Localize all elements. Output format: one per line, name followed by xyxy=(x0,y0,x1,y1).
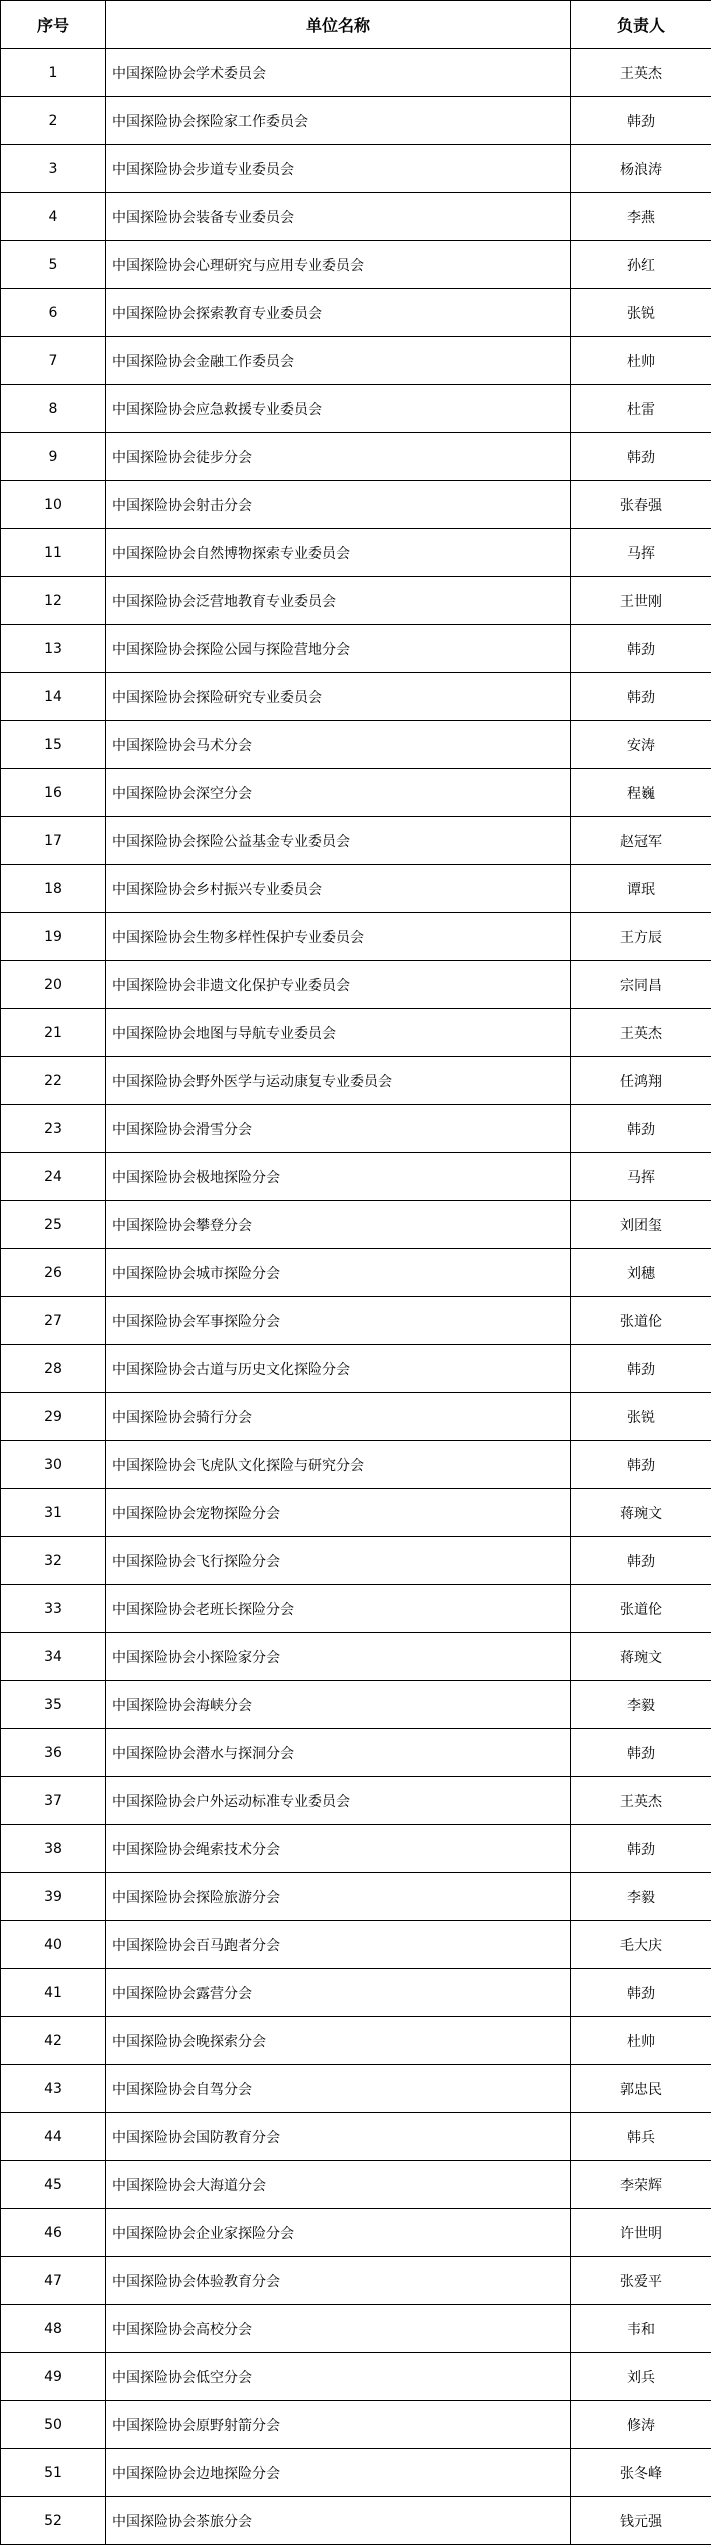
unit-name-cell: 中国探险协会军事探险分会 xyxy=(106,1297,571,1345)
person-in-charge-cell: 杨浪涛 xyxy=(571,145,711,193)
table-row xyxy=(1,1201,711,1249)
serial-number-cell: 33 xyxy=(1,1585,106,1633)
person-in-charge-cell: 张冬峰 xyxy=(571,2449,711,2497)
unit-name-cell: 中国探险协会地图与导航专业委员会 xyxy=(106,1009,571,1057)
table-row xyxy=(1,1441,711,1489)
unit-name-cell: 中国探险协会极地探险分会 xyxy=(106,1153,571,1201)
table-row xyxy=(1,2257,711,2305)
serial-number-cell: 1 xyxy=(1,49,106,97)
unit-name-cell: 中国探险协会探险旅游分会 xyxy=(106,1873,571,1921)
person-in-charge-cell: 蒋琬文 xyxy=(571,1633,711,1681)
table-row xyxy=(1,2209,711,2257)
table-row xyxy=(1,97,711,145)
unit-name-cell: 中国探险协会骑行分会 xyxy=(106,1393,571,1441)
serial-number-cell: 40 xyxy=(1,1921,106,1969)
person-in-charge-cell: 韩劲 xyxy=(571,1825,711,1873)
unit-name-cell: 中国探险协会装备专业委员会 xyxy=(106,193,571,241)
unit-name-cell: 中国探险协会探险公益基金专业委员会 xyxy=(106,817,571,865)
unit-name-cell: 中国探险协会宠物探险分会 xyxy=(106,1489,571,1537)
serial-number-cell: 18 xyxy=(1,865,106,913)
serial-number-cell: 36 xyxy=(1,1729,106,1777)
unit-name-cell: 中国探险协会自然博物探索专业委员会 xyxy=(106,529,571,577)
unit-name-cell: 中国探险协会生物多样性保护专业委员会 xyxy=(106,913,571,961)
table-row xyxy=(1,1825,711,1873)
unit-name-cell: 中国探险协会低空分会 xyxy=(106,2353,571,2401)
table-row xyxy=(1,673,711,721)
table-row xyxy=(1,1681,711,1729)
unit-name-cell: 中国探险协会飞行探险分会 xyxy=(106,1537,571,1585)
table-row xyxy=(1,1777,711,1825)
person-in-charge-cell: 王英杰 xyxy=(571,1777,711,1825)
unit-name-cell: 中国探险协会马术分会 xyxy=(106,721,571,769)
unit-name-cell: 中国探险协会海峡分会 xyxy=(106,1681,571,1729)
serial-number-cell: 25 xyxy=(1,1201,106,1249)
table-row xyxy=(1,577,711,625)
person-in-charge-cell: 张春强 xyxy=(571,481,711,529)
table-row xyxy=(1,1057,711,1105)
unit-name-cell: 中国探险协会攀登分会 xyxy=(106,1201,571,1249)
unit-name-cell: 中国探险协会泛营地教育专业委员会 xyxy=(106,577,571,625)
serial-number-cell: 23 xyxy=(1,1105,106,1153)
serial-number-cell: 27 xyxy=(1,1297,106,1345)
serial-number-cell: 49 xyxy=(1,2353,106,2401)
serial-number-cell: 20 xyxy=(1,961,106,1009)
unit-name-cell: 中国探险协会飞虎队文化探险与研究分会 xyxy=(106,1441,571,1489)
person-in-charge-cell: 修涛 xyxy=(571,2401,711,2449)
serial-number-cell: 34 xyxy=(1,1633,106,1681)
table-row xyxy=(1,1729,711,1777)
serial-number-cell: 22 xyxy=(1,1057,106,1105)
header-person-in-charge: 负责人 xyxy=(571,1,711,49)
serial-number-cell: 17 xyxy=(1,817,106,865)
table-row xyxy=(1,2161,711,2209)
serial-number-cell: 50 xyxy=(1,2401,106,2449)
serial-number-cell: 10 xyxy=(1,481,106,529)
table-row xyxy=(1,2401,711,2449)
person-in-charge-cell: 郭忠民 xyxy=(571,2065,711,2113)
unit-name-cell: 中国探险协会应急救援专业委员会 xyxy=(106,385,571,433)
table-row xyxy=(1,1297,711,1345)
unit-name-cell: 中国探险协会体验教育分会 xyxy=(106,2257,571,2305)
table-row xyxy=(1,2353,711,2401)
table-row xyxy=(1,1633,711,1681)
table-row xyxy=(1,2065,711,2113)
person-in-charge-cell: 韩劲 xyxy=(571,97,711,145)
serial-number-cell: 45 xyxy=(1,2161,106,2209)
person-in-charge-cell: 韦和 xyxy=(571,2305,711,2353)
person-in-charge-cell: 韩劲 xyxy=(571,673,711,721)
person-in-charge-cell: 韩劲 xyxy=(571,1105,711,1153)
table-row xyxy=(1,961,711,1009)
serial-number-cell: 6 xyxy=(1,289,106,337)
table-row xyxy=(1,1345,711,1393)
serial-number-cell: 29 xyxy=(1,1393,106,1441)
table-row xyxy=(1,289,711,337)
person-in-charge-cell: 蒋琬文 xyxy=(571,1489,711,1537)
table-row xyxy=(1,2113,711,2161)
table-row xyxy=(1,1009,711,1057)
serial-number-cell: 5 xyxy=(1,241,106,289)
serial-number-cell: 39 xyxy=(1,1873,106,1921)
serial-number-cell: 44 xyxy=(1,2113,106,2161)
person-in-charge-cell: 杜雷 xyxy=(571,385,711,433)
person-in-charge-cell: 张锐 xyxy=(571,1393,711,1441)
unit-name-cell: 中国探险协会边地探险分会 xyxy=(106,2449,571,2497)
unit-name-cell: 中国探险协会自驾分会 xyxy=(106,2065,571,2113)
serial-number-cell: 15 xyxy=(1,721,106,769)
table-row xyxy=(1,241,711,289)
table-row xyxy=(1,865,711,913)
unit-name-cell: 中国探险协会乡村振兴专业委员会 xyxy=(106,865,571,913)
table-row xyxy=(1,385,711,433)
person-in-charge-cell: 钱元强 xyxy=(571,2497,711,2545)
unit-name-cell: 中国探险协会徒步分会 xyxy=(106,433,571,481)
person-in-charge-cell: 任鸿翔 xyxy=(571,1057,711,1105)
serial-number-cell: 31 xyxy=(1,1489,106,1537)
person-in-charge-cell: 程巍 xyxy=(571,769,711,817)
person-in-charge-cell: 杜帅 xyxy=(571,2017,711,2065)
serial-number-cell: 19 xyxy=(1,913,106,961)
serial-number-cell: 41 xyxy=(1,1969,106,2017)
person-in-charge-cell: 毛大庆 xyxy=(571,1921,711,1969)
serial-number-cell: 8 xyxy=(1,385,106,433)
serial-number-cell: 21 xyxy=(1,1009,106,1057)
table-row xyxy=(1,145,711,193)
person-in-charge-cell: 李燕 xyxy=(571,193,711,241)
table-row xyxy=(1,49,711,97)
person-in-charge-cell: 韩劲 xyxy=(571,1441,711,1489)
person-in-charge-cell: 张道伦 xyxy=(571,1585,711,1633)
unit-name-cell: 中国探险协会非遗文化保护专业委员会 xyxy=(106,961,571,1009)
person-in-charge-cell: 李荣辉 xyxy=(571,2161,711,2209)
serial-number-cell: 24 xyxy=(1,1153,106,1201)
person-in-charge-cell: 韩劲 xyxy=(571,625,711,673)
person-in-charge-cell: 张道伦 xyxy=(571,1297,711,1345)
person-in-charge-cell: 孙红 xyxy=(571,241,711,289)
table-row xyxy=(1,481,711,529)
person-in-charge-cell: 韩劲 xyxy=(571,1729,711,1777)
person-in-charge-cell: 安涛 xyxy=(571,721,711,769)
serial-number-cell: 2 xyxy=(1,97,106,145)
person-in-charge-cell: 刘兵 xyxy=(571,2353,711,2401)
person-in-charge-cell: 刘穗 xyxy=(571,1249,711,1297)
table-row xyxy=(1,1393,711,1441)
person-in-charge-cell: 张爱平 xyxy=(571,2257,711,2305)
table-body xyxy=(1,49,711,2545)
serial-number-cell: 26 xyxy=(1,1249,106,1297)
unit-name-cell: 中国探险协会古道与历史文化探险分会 xyxy=(106,1345,571,1393)
person-in-charge-cell: 李毅 xyxy=(571,1873,711,1921)
unit-name-cell: 中国探险协会探险家工作委员会 xyxy=(106,97,571,145)
unit-name-cell: 中国探险协会绳索技术分会 xyxy=(106,1825,571,1873)
person-in-charge-cell: 谭珉 xyxy=(571,865,711,913)
serial-number-cell: 30 xyxy=(1,1441,106,1489)
person-in-charge-cell: 韩劲 xyxy=(571,1537,711,1585)
serial-number-cell: 28 xyxy=(1,1345,106,1393)
person-in-charge-cell: 杜帅 xyxy=(571,337,711,385)
table-row xyxy=(1,817,711,865)
table-row xyxy=(1,1537,711,1585)
header-unit-name: 单位名称 xyxy=(106,1,571,49)
person-in-charge-cell: 王方辰 xyxy=(571,913,711,961)
unit-name-cell: 中国探险协会百马跑者分会 xyxy=(106,1921,571,1969)
table-row xyxy=(1,625,711,673)
table-row xyxy=(1,2449,711,2497)
serial-number-cell: 12 xyxy=(1,577,106,625)
unit-name-cell: 中国探险协会心理研究与应用专业委员会 xyxy=(106,241,571,289)
person-in-charge-cell: 刘团玺 xyxy=(571,1201,711,1249)
table-row xyxy=(1,193,711,241)
table-row xyxy=(1,1969,711,2017)
person-in-charge-cell: 李毅 xyxy=(571,1681,711,1729)
unit-name-cell: 中国探险协会户外运动标准专业委员会 xyxy=(106,1777,571,1825)
table-row xyxy=(1,1105,711,1153)
table-row xyxy=(1,1153,711,1201)
table-row xyxy=(1,913,711,961)
person-in-charge-cell: 韩劲 xyxy=(571,433,711,481)
unit-name-cell: 中国探险协会大海道分会 xyxy=(106,2161,571,2209)
serial-number-cell: 47 xyxy=(1,2257,106,2305)
unit-name-cell: 中国探险协会金融工作委员会 xyxy=(106,337,571,385)
unit-name-cell: 中国探险协会茶旅分会 xyxy=(106,2497,571,2545)
serial-number-cell: 9 xyxy=(1,433,106,481)
table-row xyxy=(1,1585,711,1633)
unit-name-cell: 中国探险协会老班长探险分会 xyxy=(106,1585,571,1633)
unit-name-cell: 中国探险协会步道专业委员会 xyxy=(106,145,571,193)
table-row xyxy=(1,721,711,769)
person-in-charge-cell: 韩劲 xyxy=(571,1969,711,2017)
person-in-charge-cell: 马挥 xyxy=(571,529,711,577)
unit-name-cell: 中国探险协会探索教育专业委员会 xyxy=(106,289,571,337)
serial-number-cell: 14 xyxy=(1,673,106,721)
unit-name-cell: 中国探险协会小探险家分会 xyxy=(106,1633,571,1681)
person-in-charge-cell: 王世刚 xyxy=(571,577,711,625)
serial-number-cell: 46 xyxy=(1,2209,106,2257)
unit-name-cell: 中国探险协会城市探险分会 xyxy=(106,1249,571,1297)
unit-name-cell: 中国探险协会国防教育分会 xyxy=(106,2113,571,2161)
table-row xyxy=(1,1921,711,1969)
serial-number-cell: 51 xyxy=(1,2449,106,2497)
serial-number-cell: 43 xyxy=(1,2065,106,2113)
header-serial-number: 序号 xyxy=(1,1,106,49)
serial-number-cell: 52 xyxy=(1,2497,106,2545)
unit-name-cell: 中国探险协会潜水与探洞分会 xyxy=(106,1729,571,1777)
unit-name-cell: 中国探险协会原野射箭分会 xyxy=(106,2401,571,2449)
person-in-charge-cell: 王英杰 xyxy=(571,49,711,97)
unit-name-cell: 中国探险协会深空分会 xyxy=(106,769,571,817)
serial-number-cell: 35 xyxy=(1,1681,106,1729)
table-row xyxy=(1,1249,711,1297)
unit-name-cell: 中国探险协会露营分会 xyxy=(106,1969,571,2017)
table-row xyxy=(1,2017,711,2065)
table-row xyxy=(1,1873,711,1921)
unit-name-cell: 中国探险协会学术委员会 xyxy=(106,49,571,97)
serial-number-cell: 4 xyxy=(1,193,106,241)
serial-number-cell: 32 xyxy=(1,1537,106,1585)
person-in-charge-cell: 张锐 xyxy=(571,289,711,337)
unit-name-cell: 中国探险协会高校分会 xyxy=(106,2305,571,2353)
table-row xyxy=(1,2305,711,2353)
person-in-charge-cell: 韩兵 xyxy=(571,2113,711,2161)
person-in-charge-cell: 王英杰 xyxy=(571,1009,711,1057)
serial-number-cell: 7 xyxy=(1,337,106,385)
person-in-charge-cell: 马挥 xyxy=(571,1153,711,1201)
serial-number-cell: 37 xyxy=(1,1777,106,1825)
table-row xyxy=(1,1489,711,1537)
serial-number-cell: 13 xyxy=(1,625,106,673)
table-header-row xyxy=(1,1,711,49)
person-in-charge-cell: 赵冠军 xyxy=(571,817,711,865)
unit-name-cell: 中国探险协会晚探索分会 xyxy=(106,2017,571,2065)
person-in-charge-cell: 宗同昌 xyxy=(571,961,711,1009)
table-row xyxy=(1,529,711,577)
serial-number-cell: 11 xyxy=(1,529,106,577)
serial-number-cell: 38 xyxy=(1,1825,106,1873)
serial-number-cell: 3 xyxy=(1,145,106,193)
unit-name-cell: 中国探险协会企业家探险分会 xyxy=(106,2209,571,2257)
unit-name-cell: 中国探险协会探险研究专业委员会 xyxy=(106,673,571,721)
serial-number-cell: 42 xyxy=(1,2017,106,2065)
table-row xyxy=(1,433,711,481)
unit-name-cell: 中国探险协会野外医学与运动康复专业委员会 xyxy=(106,1057,571,1105)
person-in-charge-cell: 韩劲 xyxy=(571,1345,711,1393)
table-row xyxy=(1,2497,711,2545)
person-in-charge-cell: 许世明 xyxy=(571,2209,711,2257)
table-row xyxy=(1,337,711,385)
serial-number-cell: 48 xyxy=(1,2305,106,2353)
table-row xyxy=(1,769,711,817)
serial-number-cell: 16 xyxy=(1,769,106,817)
unit-name-cell: 中国探险协会滑雪分会 xyxy=(106,1105,571,1153)
unit-name-cell: 中国探险协会射击分会 xyxy=(106,481,571,529)
unit-name-cell: 中国探险协会探险公园与探险营地分会 xyxy=(106,625,571,673)
